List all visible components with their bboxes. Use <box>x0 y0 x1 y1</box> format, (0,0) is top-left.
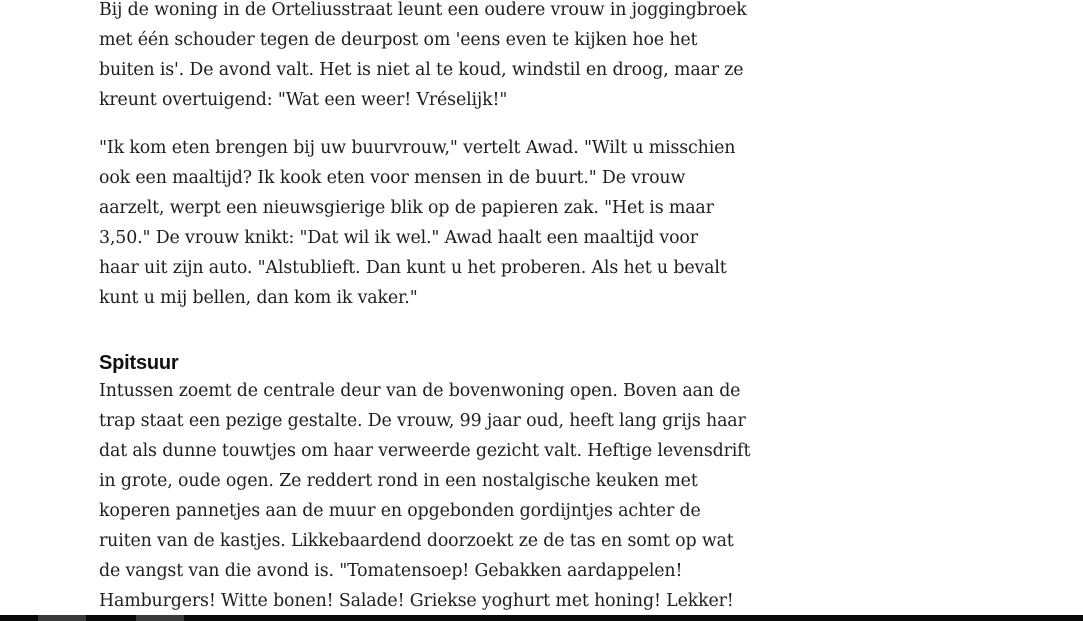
text-line: Hamburgers! Witte bonen! Salade! Griekse yoghurt met honing! Lekker! <box>99 591 734 611</box>
text-line: kunt u mij bellen, dan kom ik vaker." <box>99 288 418 308</box>
text-line: "Ik kom eten brengen bij uw buurvrouw," vertelt Awad. "Wilt u misschien <box>99 138 736 158</box>
text-line: haar uit zijn auto. "Alstublieft. Dan kunt u het proberen. Als het u bevalt <box>99 258 727 278</box>
text-line: trap staat een pezige gestalte. De vrouw, 99 jaar oud, heeft lang grijs haar <box>99 411 746 431</box>
section-spacer <box>99 313 744 350</box>
scrollbar-thumb[interactable] <box>38 615 86 621</box>
scrollbar-thumb[interactable] <box>136 615 184 621</box>
text-line: kreunt overtuigend: "Wat een weer! Vréselijk!" <box>99 90 508 110</box>
paragraph-3 <box>99 376 751 616</box>
text-line: Bij de woning in de Orteliusstraat leunt een oudere vrouw in joggingbroek <box>99 0 747 20</box>
paragraph-spacer <box>99 115 744 133</box>
text-line: dat als dunne touwtjes om haar verweerde gezicht valt. Heftige levensdrift <box>99 441 751 461</box>
text-line: buiten is'. De avond valt. Het is niet al te koud, windstil en droog, maar ze <box>99 60 744 80</box>
horizontal-scrollbar[interactable] <box>0 615 1083 621</box>
text-line: in grote, oude ogen. Ze reddert rond in een nostalgische keuken met <box>99 471 698 491</box>
article-body <box>99 0 751 616</box>
paragraph-2 <box>99 133 744 313</box>
section-heading: Spitsuur <box>99 352 179 374</box>
paragraph-1 <box>99 0 747 115</box>
text-line: aarzelt, werpt een nieuwsgierige blik op de papieren zak. "Het is maar <box>99 198 714 218</box>
text-line: Intussen zoemt de centrale deur van de bovenwoning open. Boven aan de <box>99 381 741 401</box>
text-line: koperen pannetjes aan de muur en opgebonden gordijntjes achter de <box>99 501 701 521</box>
text-line: 3,50." De vrouw knikt: "Dat wil ik wel." Awad haalt een maaltijd voor <box>99 228 698 248</box>
text-line: ruiten van de kastjes. Likkebaardend doorzoekt ze de tas en somt op wat <box>99 531 734 551</box>
text-line: met één schouder tegen de deurpost om 'eens even te kijken hoe het <box>99 30 698 50</box>
text-line: de vangst van die avond is. "Tomatensoep! Gebakken aardappelen! <box>99 561 683 581</box>
text-line: ook een maaltijd? Ik kook eten voor mensen in de buurt." De vrouw <box>99 168 686 188</box>
